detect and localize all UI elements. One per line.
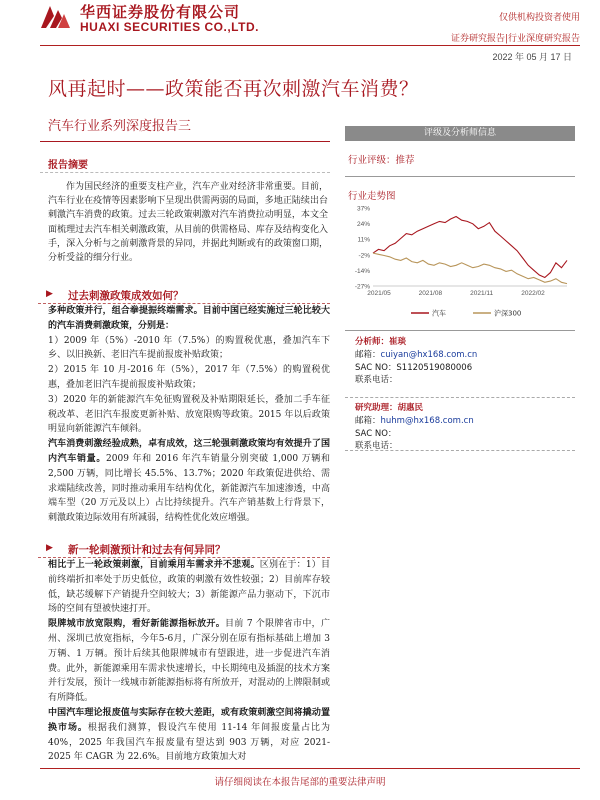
paragraph-text: 目前 7 个限牌省市中，广州、深圳已放宽指标，今年5-6月，广深分别在原有指标基础上增加 3 万辆、1 万辆。预计后续其他限牌城市有望跟进，进一步促进汽车消费。此外，新能源乘用车需求快速增长，中长期纯电及插混的技术方案并行发展，预计一线城市新能源指标将有所放开，对混动的上牌限制或有所降低。	[48, 619, 330, 704]
policy-item-1: 1）2009 年（5%）-2010 年（7.5%）的购置税优惠，叠加汽车下乡、以旧换新、老旧汽车提前报废补贴政策；	[48, 335, 330, 361]
company-name-en: HUAXI SECURITIES CO.,LTD.	[80, 20, 259, 34]
header-divider	[40, 45, 580, 46]
section-heading-past-policy	[38, 288, 330, 304]
y-tick-label: 11%	[357, 236, 370, 244]
report-categories: 证券研究报告|行业深度研究报告	[450, 34, 580, 44]
series-line-汽车	[373, 217, 567, 278]
sac-number: S1120519080006	[396, 362, 473, 373]
legal-notice: 请仔细阅读在本报告尾部的重要法律声明	[214, 777, 386, 788]
paragraph-lead: 中国汽车理论报废值与实际存在较大差距，或有政策刺激空间将撬动置换市场。	[48, 707, 330, 733]
company-logo	[38, 2, 72, 30]
policy-item-3: 3）2020 年的新能源汽车免征购置税及补贴期限延长，叠加二手车征税改革、老旧汽车报废更新补贴、放宽限购等政策。2015 年以后政策明显向新能源汽车倾斜。	[48, 394, 330, 435]
analyst-card	[355, 336, 575, 387]
industry-trend-chart	[345, 200, 575, 325]
assistant-divider	[345, 450, 575, 451]
series-line-沪深300	[373, 253, 567, 284]
industry-rating: 行业评级：推荐	[348, 155, 415, 166]
summary-label: 报告摘要	[48, 160, 88, 171]
paragraph	[48, 617, 330, 706]
x-tick-label: 2021/08	[418, 290, 443, 297]
triangle-bullet-icon: ▶	[46, 543, 53, 553]
y-tick-label: 24%	[356, 221, 370, 229]
sac-label: SAC NO：	[355, 428, 397, 439]
legend-label: 沪深300	[494, 309, 522, 318]
assistant-card	[355, 402, 575, 453]
policy-item-2: 2）2015 年 10 月-2016 年（5%），2017 年（7.5%）的购置税优惠，叠加老旧汽车提前报废补贴政策；	[48, 365, 330, 390]
chart-divider	[345, 330, 575, 331]
assistant-email-row	[355, 415, 575, 428]
footer-divider	[40, 768, 580, 769]
summary-text: 作为国民经济的重要支柱产业，汽车产业对经济非常重要。目前，汽车行业在疫情等因素影响下呈现出供需两弱的局面，多地正陆续出台刺激汽车消费的政策。过去三轮政策刺激对汽车消费拉动明显，本文全面梳理过去汽车相关刺激政策，从目前的供需格局、库存及结构变化入手，深入分析与之前刺激背景的异同，并据此判断或有的政策窗口期，分析受益的细分行业。	[48, 182, 328, 264]
paragraph-lead: 多种政策并行，组合拳提振终端需求。目前中国已经实施过三轮比较大的汽车消费刺激政策，分别是：	[48, 306, 330, 331]
section-heading-new-round	[38, 542, 330, 558]
assistant-phone-row: 联系电话：	[355, 441, 398, 452]
y-tick-label: 37%	[356, 205, 370, 213]
email-label: 邮箱：	[355, 349, 381, 360]
sidebar-divider	[345, 176, 575, 177]
assistant-sac-row	[355, 428, 575, 441]
paragraph-lead: 相比于上一轮政策刺激，目前乘用车需求并不悲观。	[48, 560, 260, 570]
analyst-email-row	[355, 349, 575, 362]
report-title: 风再起时——政策能否再次刺激汽车消费？	[48, 78, 419, 100]
analyst-phone-row: 联系电话：	[355, 375, 398, 386]
rating-info-bar: 评级及分析师信息	[345, 126, 575, 141]
report-date: 2022 年 05 月 17 日	[492, 52, 572, 62]
subtitle-divider	[40, 141, 330, 142]
summary-divider	[40, 172, 330, 173]
sac-label: SAC NO：	[355, 362, 397, 373]
y-tick-label: -14%	[354, 267, 370, 275]
assistant-title: 研究助理：	[355, 403, 398, 413]
company-name-cn: 华西证券股份有限公司	[80, 3, 241, 21]
email-label: 邮箱：	[355, 415, 381, 426]
paragraph	[48, 706, 330, 765]
paragraph-lead: 限牌城市放宽限购，看好新能源指标放开。	[48, 619, 226, 630]
paragraph	[48, 437, 330, 526]
analyst-name: 崔琰	[389, 337, 407, 347]
x-tick-label: 2021/11	[470, 290, 494, 297]
analyst-sac-row	[355, 362, 575, 375]
y-tick-label: -2%	[358, 252, 370, 260]
chart-title: 行业走势图	[348, 191, 396, 202]
assistant-name: 胡惠民	[397, 403, 424, 413]
analyst-title: 分析师：	[355, 337, 390, 347]
analyst-name-row	[355, 336, 575, 349]
paragraph	[48, 558, 330, 617]
paragraph-text: 区别在于：1）目前终端折扣率处于历史低位，政策的刺激有效性较强；2）目前库存较低，缺芯缓解下产销提升空间较大；3）新能源产品力驱动下，下沉市场的空间有望被快速打开。	[48, 560, 330, 615]
past-policy-body	[48, 304, 330, 526]
new-round-body	[48, 558, 330, 765]
audience-notice: 仅供机构投资者使用	[498, 13, 580, 23]
legend-label: 汽车	[432, 309, 446, 318]
paragraph-lead: 汽车消费刺激经验成熟，卓有成效，这三轮强刺激政策均有效提升了国内汽车销量。	[48, 439, 330, 464]
analyst-divider	[345, 397, 575, 398]
assistant-name-row	[355, 402, 575, 415]
section-heading-text: 过去刺激政策成效如何？	[68, 290, 184, 302]
analyst-email-link[interactable]: cuiyan@hx168.com.cn	[380, 349, 478, 360]
x-tick-label: 2021/05	[367, 290, 391, 297]
section-heading-text: 新一轮刺激预计和过去有何异同？	[68, 544, 226, 556]
assistant-email-link[interactable]: huhm@hx168.com.cn	[380, 415, 474, 426]
paragraph-text: 2009 年和 2016 年汽车销量分别突破 1,000 万辆和 2,500 万辆，同比增长 45.5%、13.7%；2020 年政策促进供给、需求端陆续改善，同时推动乘用车结构优化，新能源汽车加速渗透，中高端车型（20 万元及以上）占比持续提升。汽车产销基数上行背景下，刺激政策边际效用有所减弱，结构性优化效应增强。	[48, 453, 330, 524]
x-tick-label: 2022/02	[521, 290, 545, 297]
triangle-bullet-icon: ▶	[46, 289, 53, 299]
report-subtitle: 汽车行业系列深度报告三	[48, 119, 192, 134]
paragraph-text: 根据我们测算，假设汽车使用 11-14 年间报废量占比为 40%，2025 年我国汽车报废量有望达到 903 万辆，对应 2021-2025 年 CAGR 为 22.6%。目前地方政策加大对	[48, 722, 330, 763]
y-tick-label: -27%	[354, 283, 370, 291]
